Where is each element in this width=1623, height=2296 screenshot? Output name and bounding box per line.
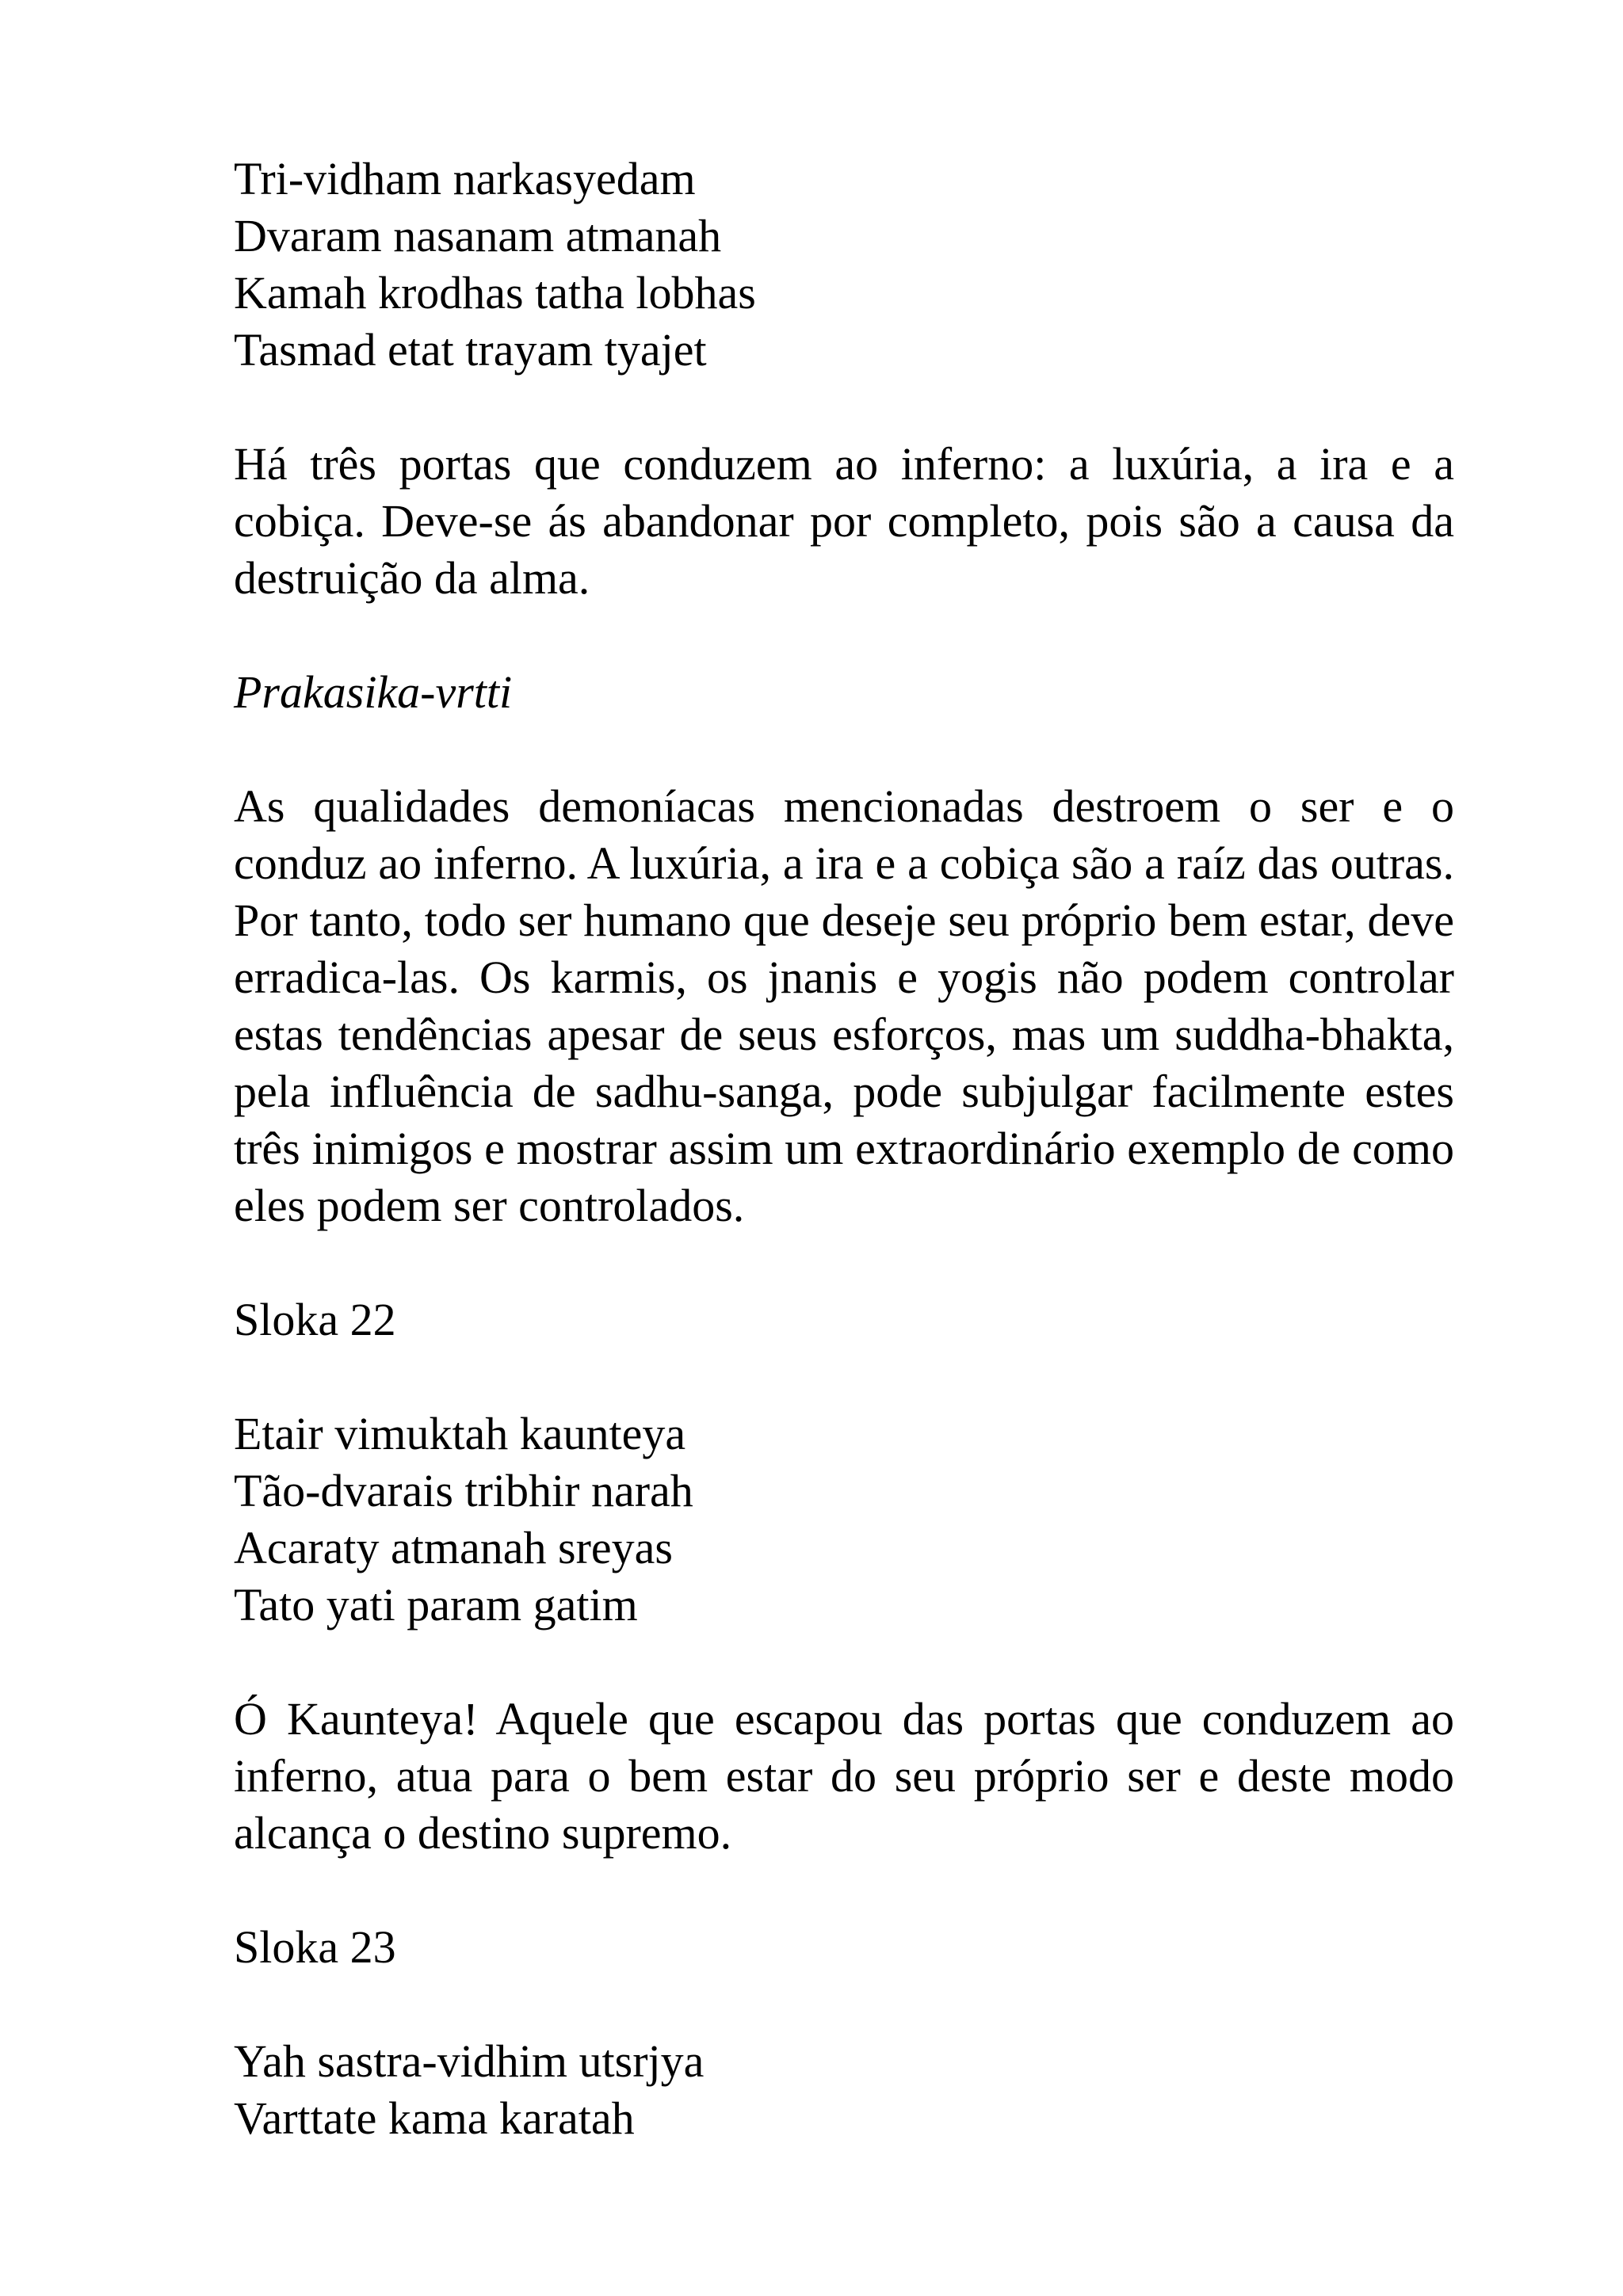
verse-line: Kamah krodhas tatha lobhas <box>234 267 756 318</box>
translation-22: Ó Kaunteya! Aquele que escapou das portas que conduzem ao inferno, atua para o bem estar do seu próprio ser e deste modo alcança o destino supremo. <box>234 1693 1454 1859</box>
verse-line: Etair vimuktah kaunteya <box>234 1408 686 1459</box>
verse-line: Tasmad etat trayam tyajet <box>234 324 707 376</box>
verse-line: Yah sastra-vidhim utsrjya <box>234 2035 705 2087</box>
verse-line: Tão-dvarais tribhir narah <box>234 1465 693 1516</box>
verse-line: Dvaram nasanam atmanah <box>234 210 722 261</box>
verse-21 <box>234 151 1454 379</box>
sloka-23-heading: Sloka 23 <box>234 1921 396 1973</box>
commentary-heading: Prakasika-vrtti <box>234 666 513 718</box>
verse-line: Tato yati param gatim <box>234 1579 638 1630</box>
verse-23 <box>234 2033 1454 2147</box>
translation-21: Há três portas que conduzem ao inferno: a luxúria, a ira e a cobiça. Deve-se ás abandonar por completo, pois são a causa da destruição da alma. <box>234 438 1454 604</box>
verse-line: Varttate kama karatah <box>234 2092 635 2144</box>
page-content <box>234 151 1454 2147</box>
verse-line: Tri-vidham narkasyedam <box>234 153 696 204</box>
verse-line: Acaraty atmanah sreyas <box>234 1522 673 1573</box>
commentary-21: As qualidades demoníacas mencionadas destroem o ser e o conduz ao inferno. A luxúria, a ira e a cobiça são a raíz das outras. Por tanto, todo ser humano que deseje seu próprio bem estar, deve erradica-las. Os karmis, os jnanis e yogis não podem controlar estas tendências apesar de seus esforços, mas um suddha-bhakta, pela influência de sadhu-sanga, pode subjulgar facilmente estes três inimigos e mostrar assim um extraordinário exemplo de como eles podem ser controlados. <box>234 780 1454 1231</box>
sloka-22-heading: Sloka 22 <box>234 1294 396 1345</box>
verse-22 <box>234 1405 1454 1634</box>
